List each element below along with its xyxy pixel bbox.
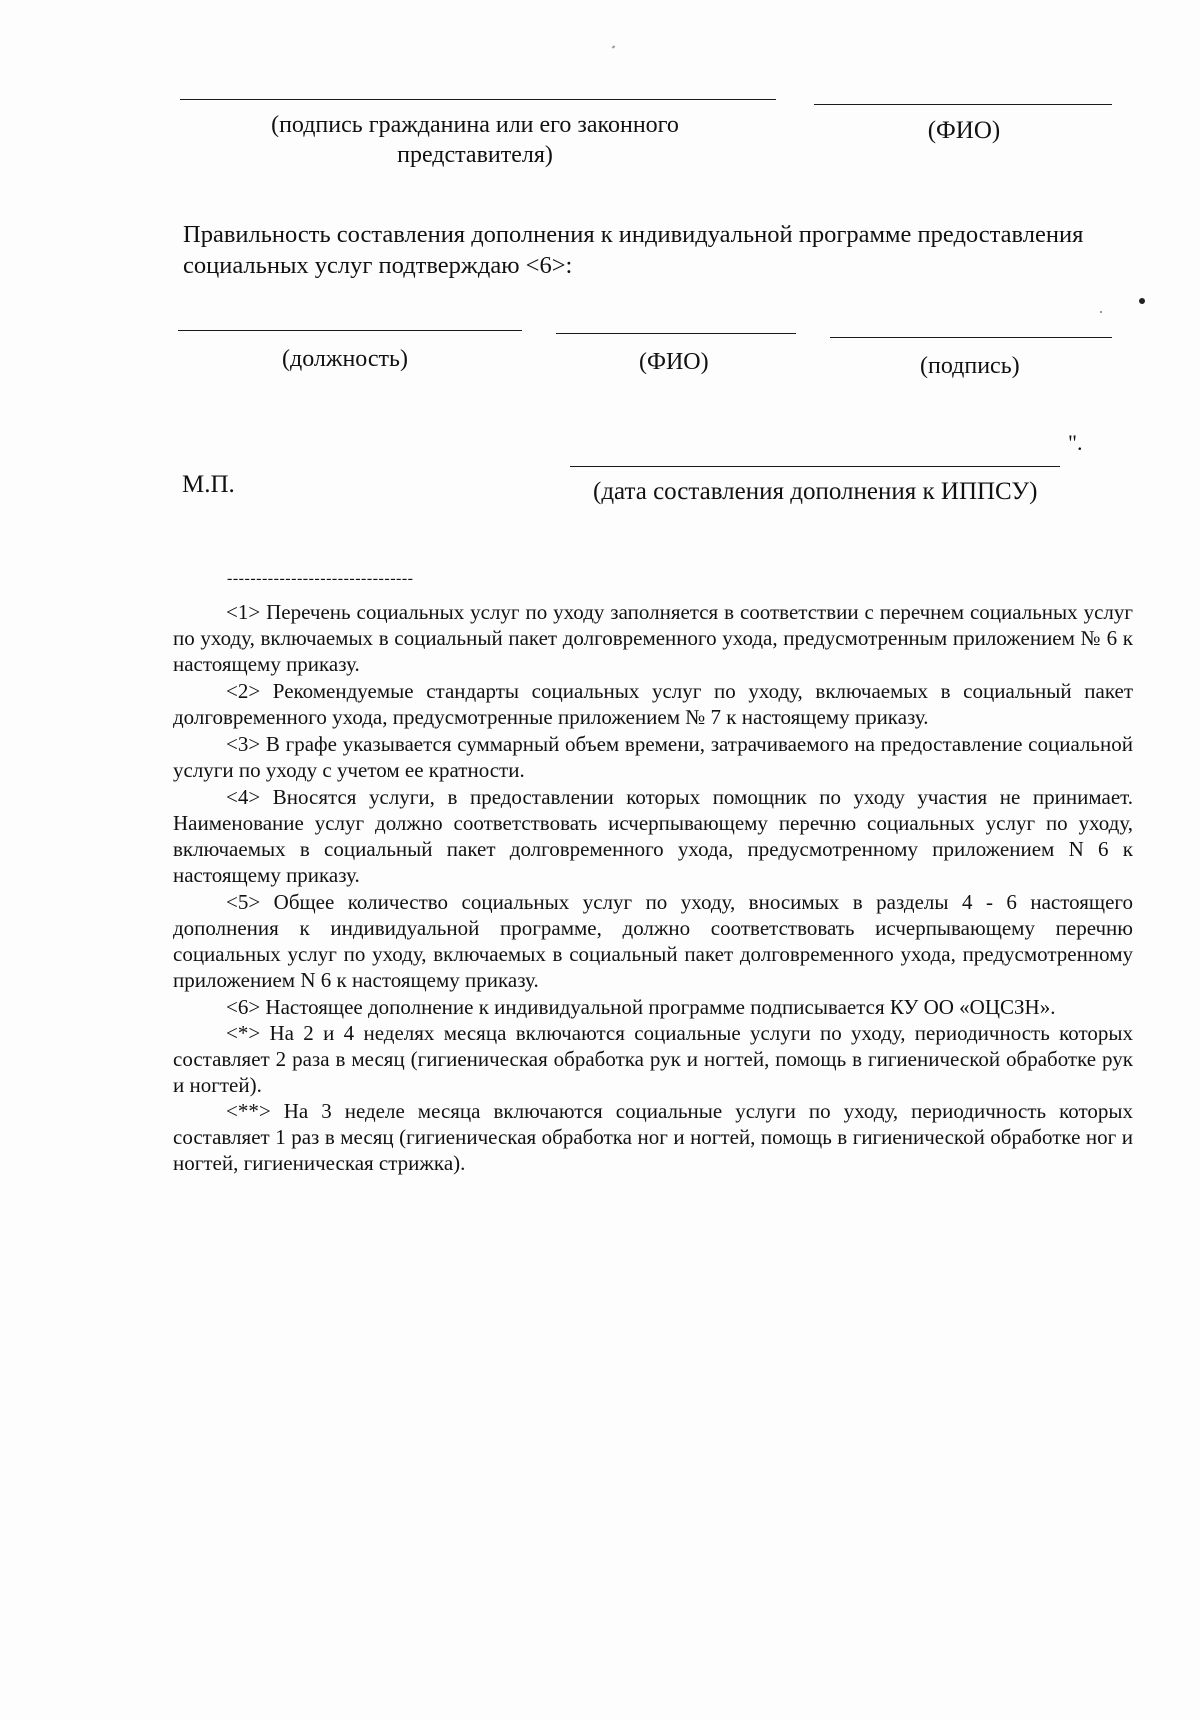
scan-speck bbox=[1139, 298, 1145, 304]
footnote-1: <1> Перечень социальных услуг по уходу заполняется в соответствии с перечнем социальных услуг по уходу, включаемых в социальный пакет долговременного ухода, предусмотренным приложением № 6 к настоящему приказу. bbox=[173, 600, 1133, 676]
official-fio-line bbox=[556, 333, 796, 334]
footnote-star: <*> На 2 и 4 неделях месяца включаются социальные услуги по уходу, периодичность которых составляет 2 раза в месяц (гигиеническая обработка рук и ногтей, помощь в гигиенической обработке рук и ногтей). bbox=[173, 1021, 1133, 1097]
scan-speck bbox=[1100, 311, 1102, 313]
footnote-5: <5> Общее количество социальных услуг по уходу, вносимых в разделы 4 - 6 настоящего дополнения к индивидуальной программе, должно соответствовать исчерпывающему перечню социальных услуг по уходу, включаемых в социальный пакет долговременного ухода, предусмотренному приложением N 6 к настоящему приказу. bbox=[173, 890, 1133, 992]
position-caption: (должность) bbox=[282, 346, 408, 372]
official-signature-line bbox=[830, 337, 1112, 338]
footnote-double-star: <**> На 3 неделе месяца включаются социальные услуги по уходу, периодичность которых составляет 1 раз в месяц (гигиеническая обработка ног и ногтей, помощь в гигиенической обработке ног и ногтей, гигиеническая стрижка). bbox=[173, 1099, 1133, 1175]
citizen-fio-line bbox=[814, 104, 1112, 105]
position-line bbox=[178, 330, 522, 331]
citizen-signature-caption: (подпись гражданина или его законного представителя) bbox=[271, 112, 679, 168]
closing-quote-mark: ". bbox=[1068, 430, 1083, 455]
date-caption: (дата составления дополнения к ИППСУ) bbox=[593, 478, 1038, 505]
footnote-6: <6> Настоящее дополнение к индивидуальной программе подписывается КУ ОО «ОЦСЗН». bbox=[226, 995, 1056, 1019]
scan-speck bbox=[612, 45, 616, 48]
citizen-signature-line bbox=[180, 99, 776, 100]
date-line bbox=[570, 466, 1060, 467]
citizen-fio-caption: (ФИО) bbox=[927, 117, 1001, 144]
footnote-4: <4> Вносятся услуги, в предоставлении которых помощник по уходу участия не принимает. Наименование услуг должно соответствовать исчерпывающему перечню социальных услуг по уходу, включаемых в социальный пакет долговременного ухода, предусмотренному приложением N 6 к настоящему приказу. bbox=[173, 785, 1133, 887]
official-fio-caption: (ФИО) bbox=[639, 349, 709, 375]
confirmation-text: Правильность составления дополнения к индивидуальной программе предоставления социальных услуг подтверждаю <6>: bbox=[183, 221, 1084, 279]
footnote-3: <3> В графе указывается суммарный объем времени, затрачиваемого на предоставление социальной услуги по уходу с учетом ее кратности. bbox=[173, 732, 1133, 782]
official-signature-caption: (подпись) bbox=[920, 353, 1020, 379]
footnote-separator: -------------------------------- bbox=[227, 570, 414, 587]
footnote-2: <2> Рекомендуемые стандарты социальных услуг по уходу, включаемых в социальный пакет долговременного ухода, предусмотренные приложением № 7 к настоящему приказу. bbox=[173, 679, 1133, 729]
stamp-label: М.П. bbox=[182, 471, 235, 498]
